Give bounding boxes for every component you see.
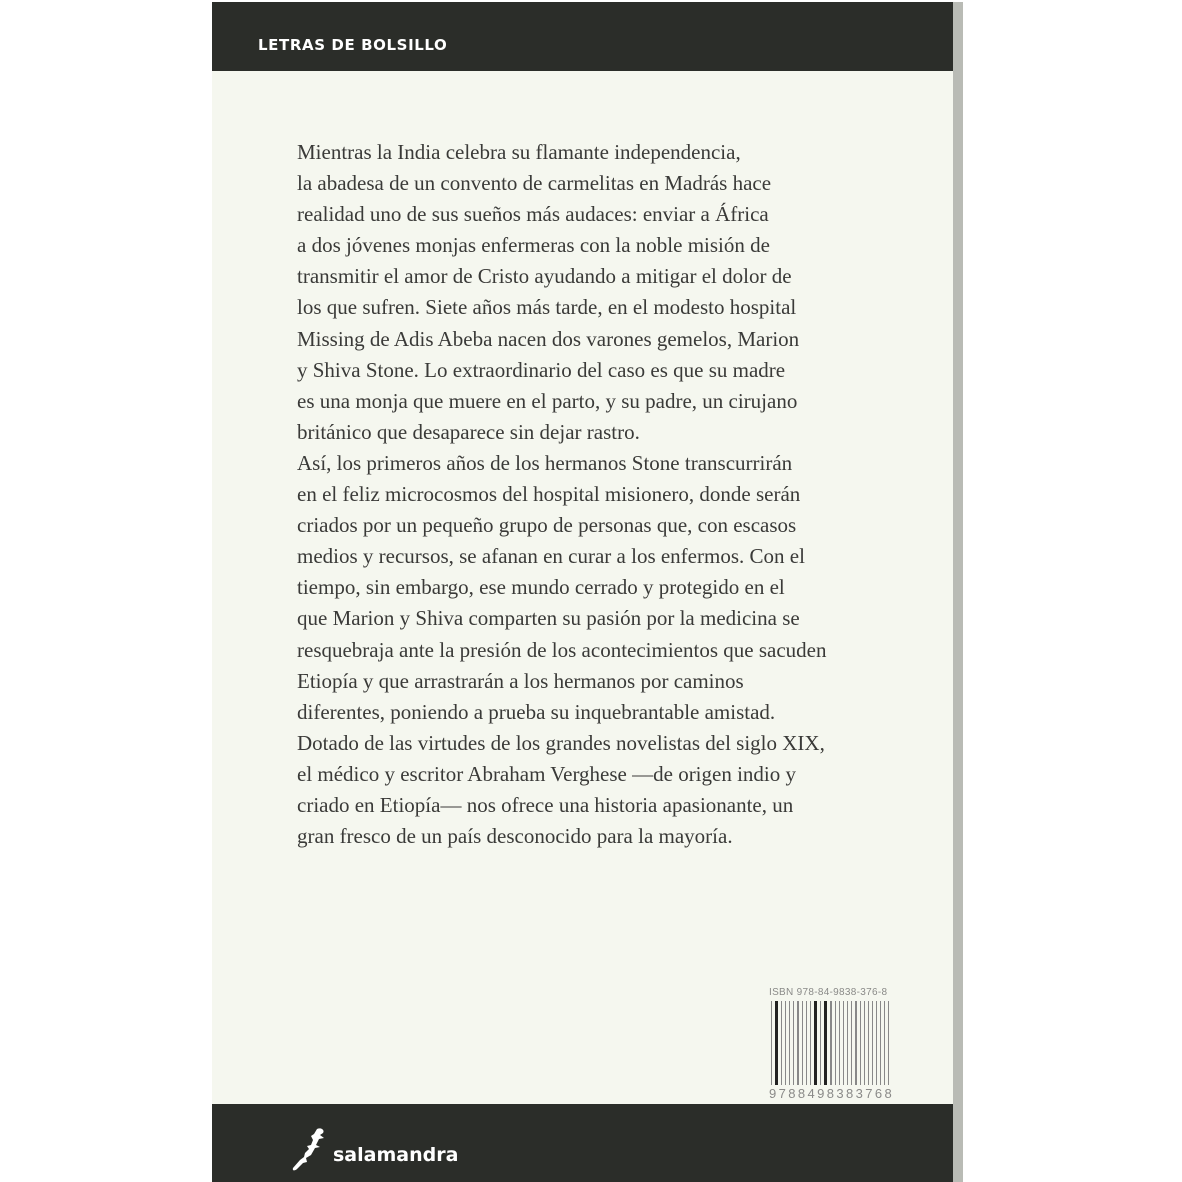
blurb-line: que Marion y Shiva comparten su pasión por la medicina se bbox=[297, 606, 800, 631]
blurb-line: a dos jóvenes monjas enfermeras con la noble misión de bbox=[297, 233, 770, 258]
barcode-bar bbox=[830, 1001, 832, 1085]
barcode-bar bbox=[843, 1001, 844, 1085]
barcode-bar bbox=[851, 1001, 852, 1085]
barcode-bar bbox=[775, 1001, 778, 1085]
barcode-bar bbox=[820, 1001, 821, 1085]
barcode-bar bbox=[847, 1001, 848, 1085]
barcode-bar bbox=[824, 1001, 827, 1085]
barcode-bar bbox=[835, 1001, 836, 1085]
bottom-band bbox=[212, 1104, 953, 1182]
barcode-bar bbox=[814, 1001, 817, 1085]
barcode-bar bbox=[864, 1001, 865, 1085]
barcode-bar bbox=[855, 1001, 857, 1085]
barcode-bar bbox=[789, 1001, 790, 1085]
barcode-bar bbox=[888, 1001, 889, 1085]
barcode-bar bbox=[781, 1001, 782, 1085]
barcode-icon bbox=[769, 1001, 889, 1085]
blurb-line: medios y recursos, se afanan en curar a los enfermos. Con el bbox=[297, 544, 805, 569]
blurb-line: criados por un pequeño grupo de personas que, con escasos bbox=[297, 513, 797, 538]
barcode-bar bbox=[876, 1001, 877, 1085]
blurb-line: gran fresco de un país desconocido para la mayoría. bbox=[297, 824, 733, 849]
book-back-cover bbox=[212, 2, 963, 1182]
barcode-bar bbox=[880, 1001, 881, 1085]
barcode-bar bbox=[868, 1001, 869, 1085]
blurb-line: resquebraja ante la presión de los acontecimientos que sacuden bbox=[297, 637, 827, 662]
blurb-text bbox=[297, 137, 826, 852]
barcode-bar bbox=[806, 1001, 807, 1085]
blurb-line: tiempo, sin embargo, ese mundo cerrado y protegido en el bbox=[297, 575, 785, 600]
barcode-bar bbox=[839, 1001, 840, 1085]
blurb-line: Dotado de las virtudes de los grandes novelistas del siglo XIX, bbox=[297, 730, 825, 755]
barcode-bar bbox=[793, 1001, 794, 1085]
blurb-line: Así, los primeros años de los hermanos Stone transcurrirán bbox=[297, 450, 793, 475]
blurb-line: Mientras la India celebra su flamante independencia, bbox=[297, 140, 741, 164]
blurb-line: es una monja que muere en el parto, y su padre, un cirujano bbox=[297, 388, 798, 413]
blurb-line: transmitir el amor de Cristo ayudando a mitigar el dolor de bbox=[297, 264, 792, 289]
blurb-line: Missing de Adis Abeba nacen dos varones gemelos, Marion bbox=[297, 326, 800, 351]
barcode-bar bbox=[797, 1001, 799, 1085]
series-name: LETRAS DE BOLSILLO bbox=[258, 36, 448, 54]
barcode-bar bbox=[884, 1001, 885, 1085]
top-band bbox=[212, 2, 953, 71]
blurb-line: realidad uno de sus sueños más audaces: enviar a África bbox=[297, 202, 769, 227]
barcode-bar bbox=[860, 1001, 861, 1085]
salamander-icon bbox=[287, 1126, 331, 1172]
blurb-line: en el feliz microcosmos del hospital misionero, donde serán bbox=[297, 482, 801, 507]
barcode-block bbox=[769, 987, 959, 1101]
blurb-line: y Shiva Stone. Lo extraordinario del caso es que su madre bbox=[297, 357, 786, 382]
barcode-bar bbox=[810, 1001, 811, 1085]
blurb-line: diferentes, poniendo a prueba su inquebrantable amistad. bbox=[297, 699, 776, 724]
ean-number: 9788498383768 bbox=[769, 1086, 895, 1101]
blurb-line: criado en Etiopía— nos ofrece una historia apasionante, un bbox=[297, 792, 794, 817]
blurb-line: la abadesa de un convento de carmelitas en Madrás hace bbox=[297, 171, 772, 196]
blurb-line: los que sufren. Siete años más tarde, en el modesto hospital bbox=[297, 295, 797, 320]
blurb-line: británico que desaparece sin dejar rastro. bbox=[297, 419, 640, 444]
publisher-name: salamandra bbox=[333, 1144, 459, 1166]
publisher-logo bbox=[287, 1126, 458, 1172]
barcode-bar bbox=[802, 1001, 803, 1085]
barcode-bar bbox=[771, 1001, 772, 1085]
barcode-bar bbox=[872, 1001, 873, 1085]
blurb-line: el médico y escritor Abraham Verghese —de origen indio y bbox=[297, 761, 797, 786]
blurb-line: Etiopía y que arrastrarán a los hermanos por caminos bbox=[297, 668, 744, 693]
barcode-bar bbox=[785, 1001, 786, 1085]
isbn-label: ISBN 978-84-9838-376-8 bbox=[769, 987, 888, 998]
